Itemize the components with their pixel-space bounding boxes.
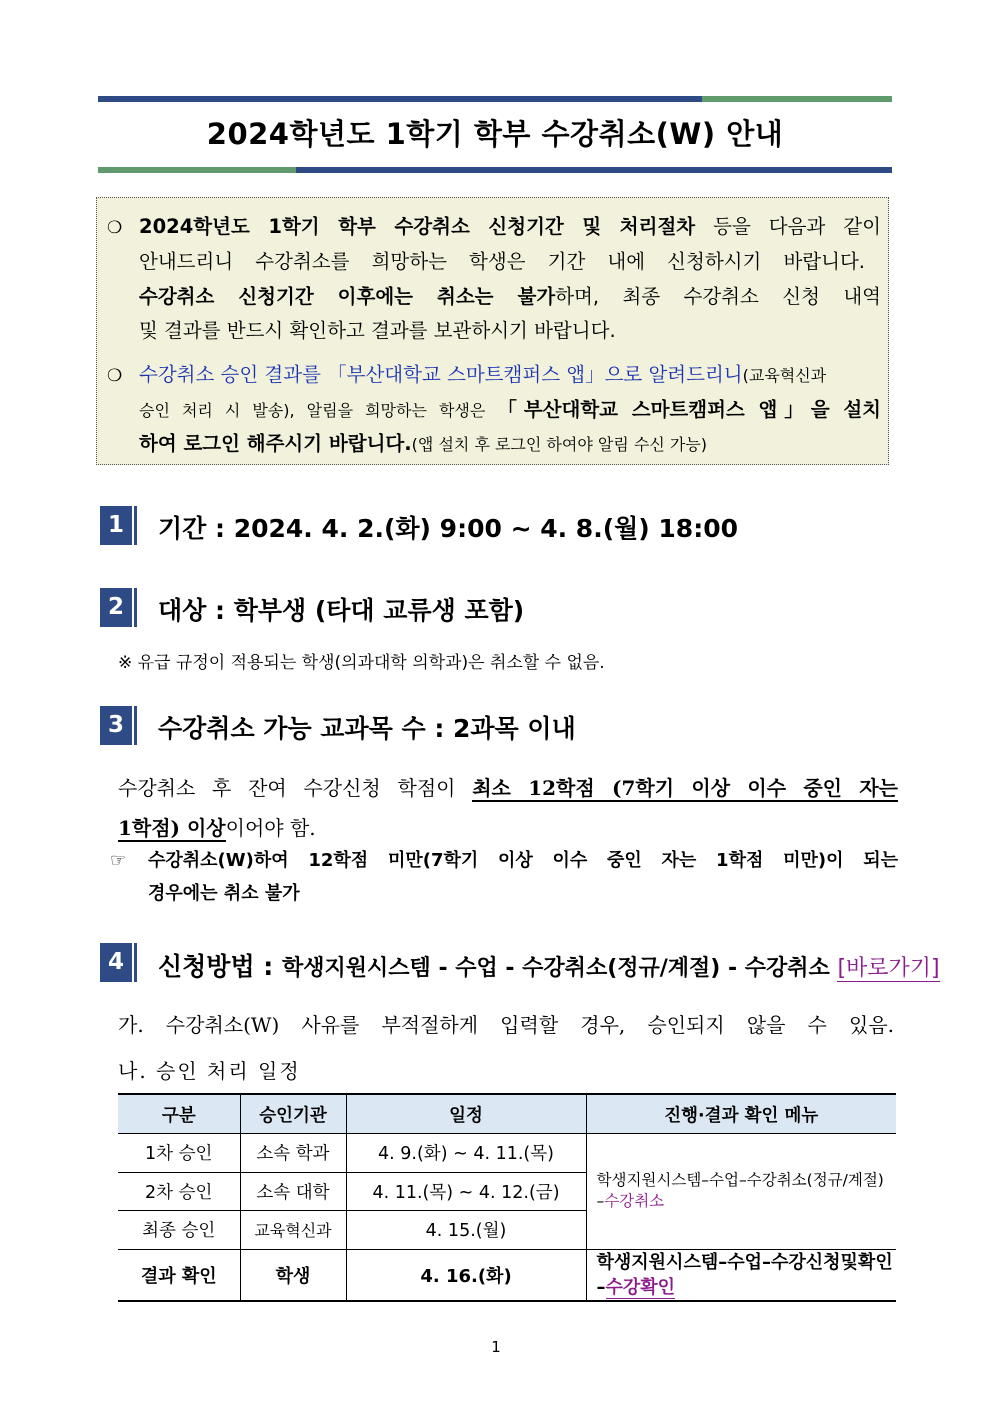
notice-p2-line2: 승인 처리 시 발송), 알림을 희망하는 학생은 「부산대학교 스마트캠퍼스 앱」을 설치 <box>139 398 881 421</box>
credit-tip-line1: 수강취소(W)하여 12학점 미만(7학기 이상 이수 중인 자는 1학점 미만)이 되는 <box>148 850 898 871</box>
notice-p1-line3: 수강취소 신청기간 이후에는 취소는 불가하며, 최종 수강취소 신청 내역 <box>139 285 881 308</box>
section-number-4: 4 <box>100 943 132 982</box>
section-number-1: 1 <box>100 506 132 545</box>
title-top-bar-navy <box>98 96 702 102</box>
notice-p1-line2: 안내드리니 수강취소를 희망하는 학생은 기간 내에 신청하시기 바랍니다. <box>139 250 865 273</box>
section-heading-target: 대상 : 학부생 (타대 교류생 포함) <box>158 596 525 625</box>
shortcut-link[interactable]: [바로가기] <box>837 956 940 981</box>
notice-p2-line3: 하여 로그인 해주시기 바랍니다.(앱 설치 후 로그인 하여야 알림 수신 가능) <box>139 432 708 455</box>
bullet-icon: ❍ <box>107 366 123 386</box>
row3-approver: 교육혁신과 <box>240 1211 346 1250</box>
title-bottom-bar-green <box>98 167 296 173</box>
approval-schedule-table <box>118 1093 896 1302</box>
method-note-na: 나. 승인 처리 일정 <box>118 1059 301 1083</box>
bullet-icon: ❍ <box>107 218 123 238</box>
cancel-menu-link[interactable]: 수강취소 <box>604 1192 665 1211</box>
title-top-bar-green <box>702 96 892 102</box>
page-title: 2024학년도 1학기 학부 수강취소(W) 안내 <box>206 117 784 151</box>
result-schedule: 4. 16.(화) <box>346 1249 586 1301</box>
row1-approver: 소속 학과 <box>240 1134 346 1173</box>
row1-category: 1차 승인 <box>118 1134 240 1173</box>
pointing-hand-icon: ☞ <box>110 850 127 871</box>
notice-p1-line4: 및 결과를 반드시 확인하고 결과를 보관하시기 바랍니다. <box>139 319 616 342</box>
page-number: 1 <box>491 1338 501 1356</box>
target-note: ※ 유급 규정이 적용되는 학생(의과대학 의학과)은 취소할 수 없음. <box>118 653 605 673</box>
confirm-menu-path: 학생지원시스템–수업–수강신청및확인 –수강확인 <box>586 1249 896 1301</box>
row2-schedule: 4. 11.(목) ~ 4. 12.(금) <box>346 1172 586 1211</box>
result-approver: 학생 <box>240 1249 346 1301</box>
credit-rule-line2: 1학점) 이상이어야 함. <box>118 816 316 840</box>
header-menu: 진행·결과 확인 메뉴 <box>586 1094 896 1134</box>
table-row-result <box>118 1249 896 1301</box>
section-number-2: 2 <box>100 588 132 627</box>
method-note-ga: 가. 수강취소(W) 사유를 부적절하게 입력할 경우, 승인되지 않을 수 있음. <box>118 1013 894 1037</box>
row3-category: 최종 승인 <box>118 1211 240 1250</box>
row3-schedule: 4. 15.(월) <box>346 1211 586 1250</box>
header-schedule: 일정 <box>346 1094 586 1134</box>
header-approver: 승인기관 <box>240 1094 346 1134</box>
table-row <box>118 1134 896 1173</box>
credit-tip-line2: 경우에는 취소 불가 <box>148 883 300 904</box>
section-heading-method: 신청방법 : 학생지원시스템 - 수업 - 수강취소(정규/계절) - 수강취소 [바로가기] <box>158 952 940 981</box>
row2-approver: 소속 대학 <box>240 1172 346 1211</box>
notice-p2-line1: 수강취소 승인 결과를 「부산대학교 스마트캠퍼스 앱」으로 알려드리니(교육혁신과 <box>139 363 827 386</box>
credit-rule-line1: 수강취소 후 잔여 수강신청 학점이 최소 12학점 (7학기 이상 이수 중인 자는 <box>118 776 898 800</box>
result-category: 결과 확인 <box>118 1249 240 1301</box>
confirm-menu-link[interactable]: 수강확인 <box>605 1276 676 1298</box>
notice-box <box>96 197 889 465</box>
table-header-row <box>118 1094 896 1134</box>
section-number-3: 3 <box>100 706 132 745</box>
cancel-menu-path: 학생지원시스템–수업–수강취소(정규/계절) –수강취소 <box>586 1134 896 1250</box>
title-bottom-bar-navy <box>296 167 892 173</box>
row1-schedule: 4. 9.(화) ~ 4. 11.(목) <box>346 1134 586 1173</box>
header-category: 구분 <box>118 1094 240 1134</box>
section-heading-course-count: 수강취소 가능 교과목 수 : 2과목 이내 <box>158 714 576 743</box>
row2-category: 2차 승인 <box>118 1172 240 1211</box>
notice-p1-line1: 2024학년도 1학기 학부 수강취소 신청기간 및 처리절차 등을 다음과 같이 <box>139 215 881 238</box>
section-heading-period: 기간 : 2024. 4. 2.(화) 9:00 ~ 4. 8.(월) 18:00 <box>158 514 738 543</box>
